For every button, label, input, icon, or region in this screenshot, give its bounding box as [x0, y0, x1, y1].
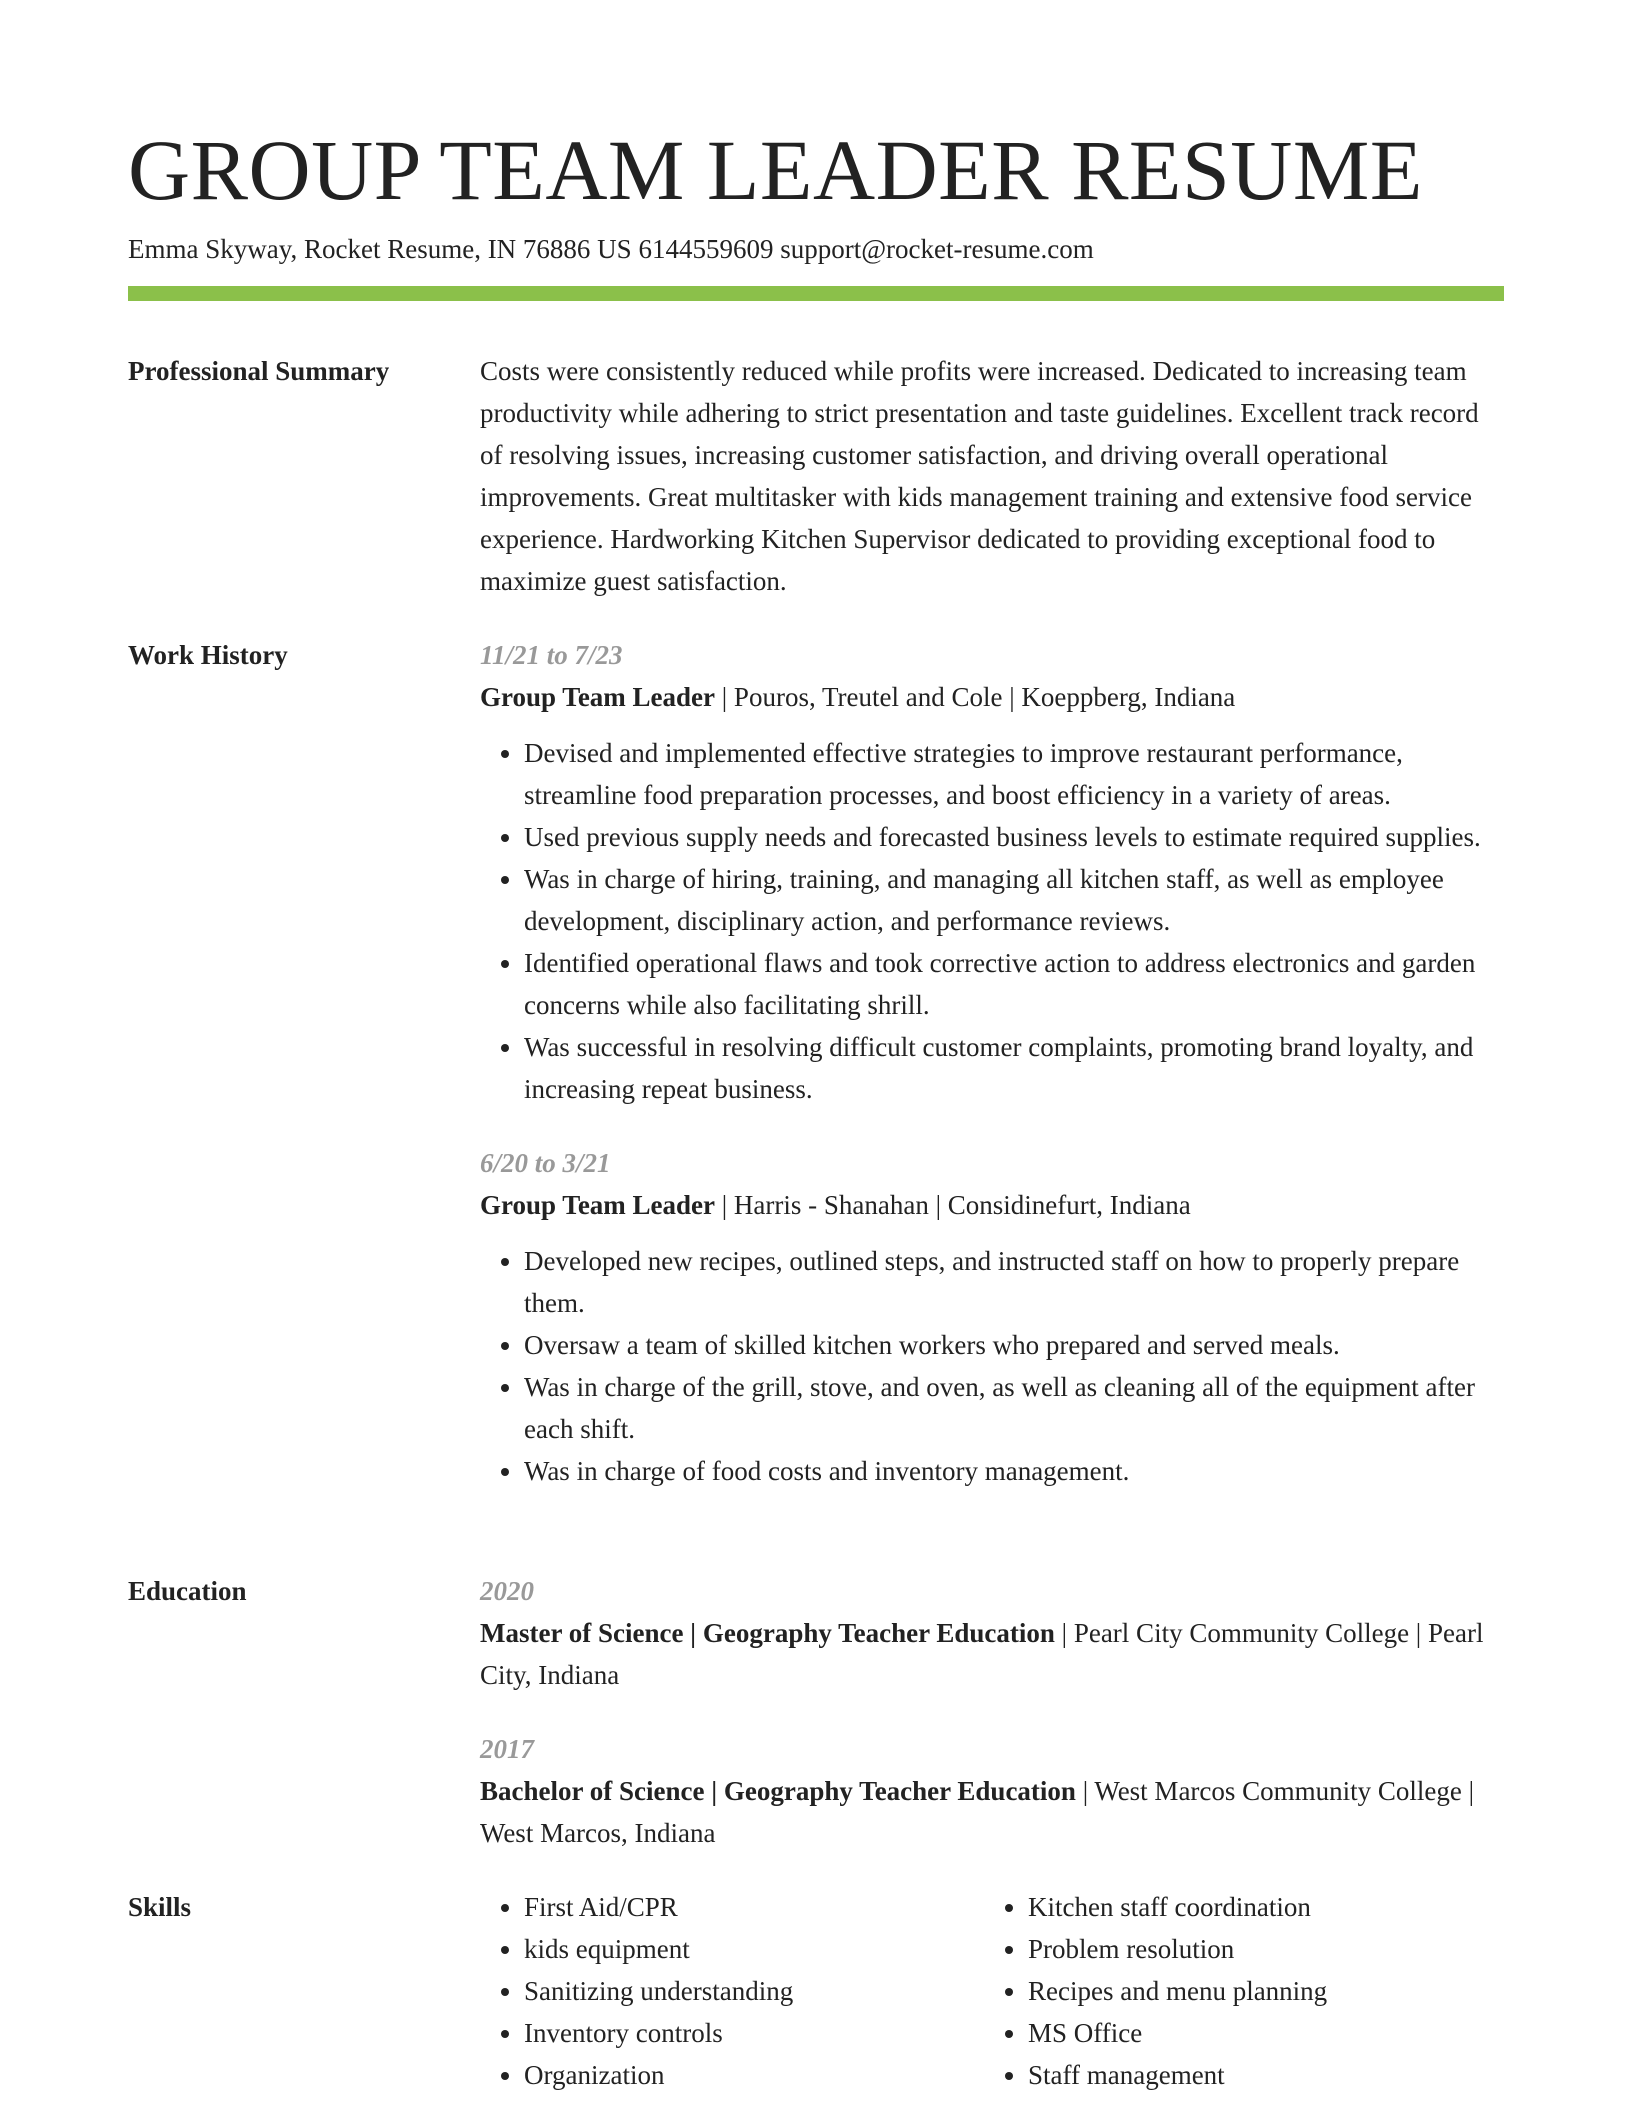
job-employer: | Pouros, Treutel and Cole | Koeppberg, Indiana	[715, 682, 1236, 712]
list-item: • Was successful in resolving difficult customer complaints, promoting brand loyalty, and increasing repeat business.	[524, 1026, 1504, 1110]
section-label-skills: Skills	[128, 1892, 192, 1922]
job-role: Group Team Leader	[480, 682, 716, 712]
education-school: | West Marcos Community College | West Marcos, Indiana	[480, 1776, 1475, 1848]
job-entry	[480, 634, 1504, 1110]
list-item: • Recipes and menu planning	[1028, 1970, 1488, 2012]
list-item: • Kitchen staff coordination	[1028, 1886, 1488, 1928]
skills-list-right	[984, 1886, 1488, 2096]
list-item: • Oversaw a team of skilled kitchen workers who prepared and served meals.	[524, 1324, 1504, 1366]
education-year: 2017	[480, 1734, 534, 1764]
education-year: 2020	[480, 1576, 534, 1606]
section-label-education: Education	[128, 1576, 247, 1606]
job-dates: 6/20 to 3/21	[480, 1148, 611, 1178]
list-item: • Problem resolution	[1028, 1928, 1488, 1970]
job-bullets	[480, 732, 1504, 1110]
list-item: • First Aid/CPR	[524, 1886, 984, 1928]
list-item: • Developed new recipes, outlined steps, and instructed staff on how to properly prepare them.	[524, 1240, 1504, 1324]
list-item: • Devised and implemented effective strategies to improve restaurant performance, streamline food preparation processes, and boost efficiency in a variety of areas.	[524, 732, 1504, 816]
contact-line: Emma Skyway, Rocket Resume, IN 76886 US 6144559609 support@rocket-resume.com	[128, 234, 1094, 264]
education-entry	[480, 1728, 1504, 1854]
list-item: • Staff management	[1028, 2054, 1488, 2096]
list-item: • Sanitizing understanding	[524, 1970, 984, 2012]
list-item: • Was in charge of food costs and inventory management.	[524, 1450, 1504, 1492]
list-item: • kids equipment	[524, 1928, 984, 1970]
job-dates: 11/21 to 7/23	[480, 640, 623, 670]
list-item: • Was in charge of hiring, training, and managing all kitchen staff, as well as employee development, disciplinary action, and performance reviews.	[524, 858, 1504, 942]
education-degree: Master of Science | Geography Teacher Education	[480, 1618, 1055, 1648]
list-item: • Used previous supply needs and forecasted business levels to estimate required supplies.	[524, 816, 1504, 858]
education-school: | Pearl City Community College | Pearl City, Indiana	[480, 1618, 1484, 1690]
summary-text: Costs were consistently reduced while profits were increased. Dedicated to increasing team productivity while adhering to strict presentation and taste guidelines. Excellent track record of resolving issues, increasing customer satisfaction, and driving overall operational improvements. Great multitasker with kids management training and extensive food service experience. Hardworking Kitchen Supervisor dedicated to providing exceptional food to maximize guest satisfaction.	[480, 356, 1479, 596]
education-line	[480, 1612, 1504, 1696]
job-bullets	[480, 1240, 1504, 1492]
resume-title: GROUP TEAM LEADER RESUME	[128, 122, 1423, 218]
list-item: • Organization	[524, 2054, 984, 2096]
education-degree: Bachelor of Science | Geography Teacher Education	[480, 1776, 1076, 1806]
job-entry	[480, 1142, 1504, 1492]
skills-grid	[480, 1886, 1504, 2096]
job-employer: | Harris - Shanahan | Considinefurt, Indiana	[715, 1190, 1191, 1220]
accent-divider	[128, 286, 1504, 301]
job-role: Group Team Leader	[480, 1190, 716, 1220]
list-item: • Identified operational flaws and took corrective action to address electronics and garden concerns while also facilitating shrill.	[524, 942, 1504, 1026]
section-label-summary: Professional Summary	[128, 356, 390, 386]
job-title-line	[480, 676, 1504, 718]
education-entry	[480, 1570, 1504, 1696]
education-line	[480, 1770, 1504, 1854]
list-item: • MS Office	[1028, 2012, 1488, 2054]
section-label-work-history: Work History	[128, 640, 288, 670]
list-item: • Was in charge of the grill, stove, and oven, as well as cleaning all of the equipment after each shift.	[524, 1366, 1504, 1450]
job-title-line	[480, 1184, 1504, 1226]
list-item: • Inventory controls	[524, 2012, 984, 2054]
skills-list-left	[480, 1886, 984, 2096]
